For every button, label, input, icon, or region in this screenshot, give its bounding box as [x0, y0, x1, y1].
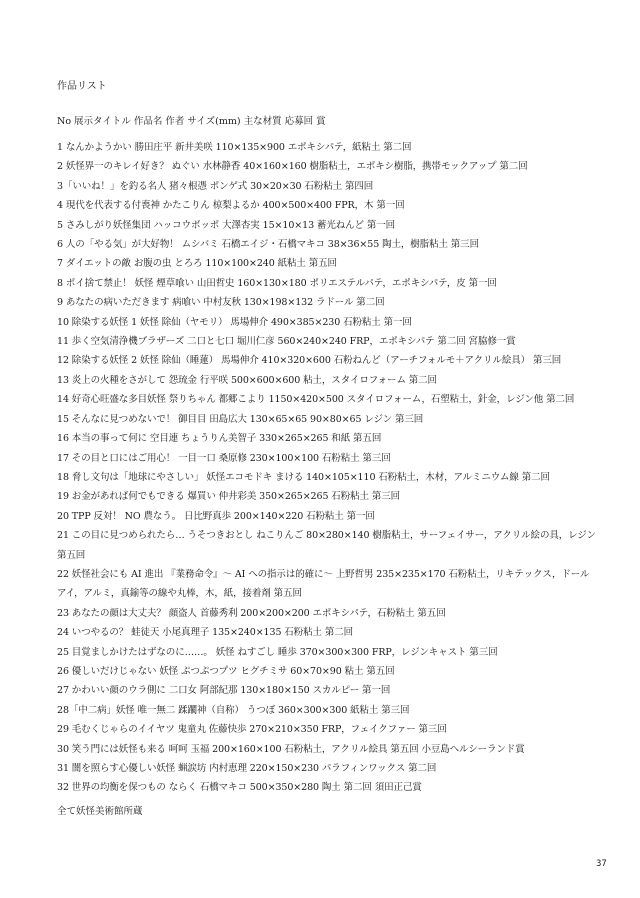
list-item: 8 ポイ捨て禁止！ 妖怪 煙草喰い 山田哲史 160×130×180 ポリエステルパテ，エポキシパテ，皮 第一回	[57, 277, 497, 289]
column-header: No 展示タイトル 作品名 作者 サイズ(mm) 主な材質 応募回 賞	[57, 116, 326, 127]
page-title: 作品リスト	[57, 81, 107, 92]
list-item: 31 闇を照らす心優しい妖怪 蝋涙坊 内村恵理 220×150×230 パラフィンワックス 第二回	[57, 763, 437, 774]
list-item: 32 世界の均衡を保つもの ならく 石橋マキコ 500×350×280 陶土 第二回 須田正己賞	[57, 782, 422, 794]
list-item: 25 目覚ましかけたはずなのに……。 妖怪 ねすごし 睡歩 370×300×300 FRP，レジンキャスト 第三回	[57, 646, 498, 658]
list-item: 15 そんなに見つめないで！ 御目目 田島広大 130×65×65 90×80×65 レジン 第三回	[57, 413, 424, 425]
list-item: 29 毛むくじゃらのイイヤツ 鬼童丸 佐藤快歩 270×210×350 FRP，フェイクファー 第三回	[57, 724, 447, 736]
list-item: 20 TPP 反対！ NO 農なう。 日比野真歩 200×140×220 石粉粘土 第一回	[57, 510, 375, 522]
list-item: 30 笑う門には妖怪も来る 呵呵 玉福 200×160×100 石粉粘土，アクリル絵具 第五回 小豆島ヘルシーランド賞	[57, 743, 525, 755]
list-item: 4 現代を代表する付喪神 かたこりん 椋梨よるか 400×500×400 FPR，木 第一回	[57, 200, 405, 212]
list-item: 27 かわいい顔のウラ側に 二口女 阿部紀那 130×180×150 スカルピー 第一回	[57, 685, 391, 697]
list-item: 7 ダイエットの敵 お腹の虫 とろろ 110×100×240 紙粘土 第五回	[57, 258, 337, 270]
list-item: 21 この目に見つめられたら… うそつきおとし ねこりんご 80×280×140 樹脂粘土，サーフェイサー，アクリル絵の具，レジン 第五回	[57, 530, 596, 561]
list-item: 18 脅し文句は「地球にやさしい」 妖怪エコモドキ まける 140×105×110 石粉粘土，木材，アルミニウム線 第二回	[57, 471, 550, 483]
list-item: 5 さみしがり妖怪集団 ハッコウボッポ 大澤杏実 15×10×13 蓄光ねんど 第一回	[57, 219, 396, 231]
list-item: 16 本当の事って何に 空目連 ちょうりん美智子 330×265×265 和紙 第五回	[57, 433, 382, 445]
list-item: 9 あなたの病いただきます 病喰い 中村友秋 130×198×132 ラドール 第二回	[57, 297, 385, 309]
list-item: 19 お金があれば何でもできる 爆買い 仲井彩美 350×265×265 石粉粘土 第三回	[57, 491, 401, 503]
entry-list	[57, 138, 597, 798]
list-item: 2 妖怪界一のキレイ好き？ ぬぐい 水林静香 40×160×160 樹脂粘土，エポキシ樹脂，携帯モックアップ 第二回	[57, 161, 528, 173]
list-item: 1 なんかようかい 勝田庄平 新井美咲 110×135×900 エポキシパテ，紙粘土 第二回	[57, 142, 412, 153]
list-item: 14 好奇心旺盛な多目妖怪 祭りちゃん 都郷こより 1150×420×500 スタイロフォーム，石塑粘土，針金，レジン他 第二回	[57, 394, 575, 406]
list-item: 6 人の「やる気」が大好物！ ムシバミ 石橋エイジ・石橋マキコ 38×36×55 陶土，樹脂粘土 第三回	[57, 239, 479, 251]
list-item: 17 その目と口にはご用心！ 一目一口 桑原修 230×100×100 石粉粘土 第三回	[57, 452, 391, 464]
list-item: 26 優しいだけじゃない 妖怪 ぷつぷつプツ ヒグチミサ 60×70×90 粘土 第五回	[57, 665, 395, 677]
list-item: 23 あなたの顔は大丈夫？ 顔盗人 首藤秀利 200×200×200 エポキシパテ，石粉粘土 第五回	[57, 607, 446, 619]
list-item: 13 炎上の火種をさがして 怨琉金 行平咲 500×600×600 粘土，スタイロフォーム 第二回	[57, 374, 437, 386]
list-item: 22 妖怪社会にも AI 進出 『業務命令』〜 AI への指示は的確に〜 上野哲男 235×235×170 石粉粘土，リキテックス，ドールアイ，アルミ，真鍮等の線や丸棒，木，紙，接着剤 第五回	[57, 568, 590, 600]
page-number: 37	[596, 859, 607, 869]
list-item: 10 除染する妖怪 1 妖怪 除仙（ヤモリ） 馬場伸介 490×385×230 石粉粘土 第一回	[57, 316, 412, 328]
list-item: 11 歩く空気清浄機ブラザーズ 二口と七口 堀川仁彦 560×240×240 FRP，エポキシパテ 第二回 宮脇修一賞	[57, 336, 516, 348]
footer-note: 全て妖怪美術館所蔵	[57, 806, 143, 817]
list-item: 12 除染する妖怪 2 妖怪 除仙（睡蓮） 馬場伸介 410×320×600 石粉ねんど（アーチフォルモ＋アクリル絵具） 第三回	[57, 355, 562, 367]
list-item: 28「中二病」妖怪 唯一無二 蹂躙神（自称） うつぼ 360×300×300 紙粘土 第三回	[57, 704, 410, 716]
list-item: 3「いいね！」を釣る名人 猪々根憑 ポンゲ式 30×20×30 石粉粘土 第四回	[57, 180, 374, 192]
list-item: 24 いつやるの？ 蛙徒天 小尾真理子 135×240×135 石粉粘土 第二回	[57, 627, 354, 639]
